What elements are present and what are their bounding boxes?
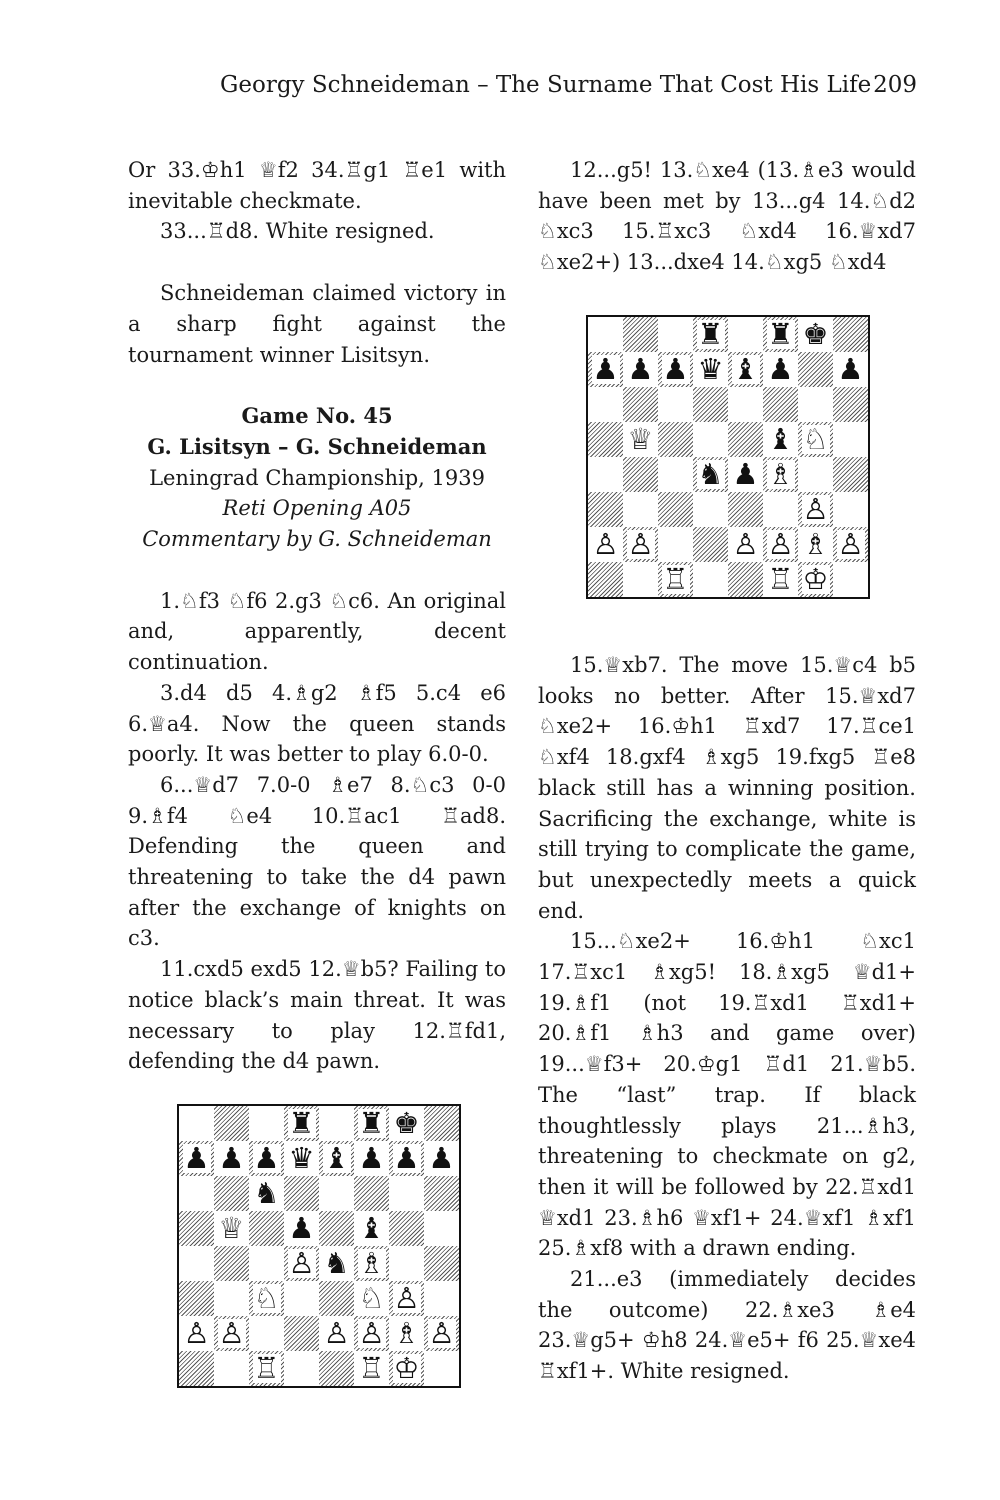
board-square xyxy=(424,1281,459,1316)
chess-piece-icon: ♙ xyxy=(323,1316,350,1350)
board-square xyxy=(389,1246,424,1281)
chess-piece-icon: ♛ xyxy=(288,1141,315,1175)
chess-piece-icon: ♟ xyxy=(358,1141,385,1175)
board-square xyxy=(658,317,693,352)
board-square xyxy=(249,1211,284,1246)
board-square xyxy=(658,457,693,492)
board-square xyxy=(284,1176,319,1211)
board-square xyxy=(179,1351,214,1386)
board-square xyxy=(214,1246,249,1281)
running-title: Georgy Schneideman – The Surname That Cost His Life xyxy=(220,72,872,98)
board-square xyxy=(319,1246,354,1281)
board-square xyxy=(728,317,763,352)
board-square xyxy=(763,527,798,562)
board-square xyxy=(284,1106,319,1141)
board-square xyxy=(319,1141,354,1176)
board-square xyxy=(424,1246,459,1281)
board-square xyxy=(588,387,623,422)
chess-piece-icon: ♖ xyxy=(662,562,689,596)
game-commentary-text: Commentary by G. Schneideman xyxy=(142,527,492,552)
board-square xyxy=(389,1281,424,1316)
board-square xyxy=(658,387,693,422)
chess-piece-icon: ♕ xyxy=(218,1211,245,1245)
chess-piece-icon: ♟ xyxy=(183,1141,210,1175)
board-square xyxy=(389,1211,424,1246)
board-square xyxy=(214,1316,249,1351)
board-square xyxy=(284,1211,319,1246)
board-square xyxy=(389,1316,424,1351)
board-square xyxy=(424,1176,459,1211)
chess-piece-icon: ♗ xyxy=(393,1316,420,1350)
board-square xyxy=(284,1246,319,1281)
chess-piece-icon: ♟ xyxy=(428,1141,455,1175)
game-players xyxy=(128,432,506,463)
board-square xyxy=(728,352,763,387)
board-square xyxy=(214,1176,249,1211)
move-text: 1.♘f3 ♘f6 2.g3 ♘c6. An original and, apparently, decent continuation. xyxy=(128,588,506,675)
chess-piece-icon: ♖ xyxy=(358,1351,385,1385)
chess-piece-icon: ♗ xyxy=(802,527,829,561)
chess-piece-icon: ♝ xyxy=(767,422,794,456)
chess-piece-icon: ♙ xyxy=(802,492,829,526)
board-square xyxy=(798,317,833,352)
chess-piece-icon: ♚ xyxy=(802,317,829,351)
board-square xyxy=(798,492,833,527)
board-square xyxy=(833,422,868,457)
chess-piece-icon: ♙ xyxy=(393,1281,420,1315)
board-square xyxy=(693,457,728,492)
chess-piece-icon: ♘ xyxy=(358,1281,385,1315)
chess-piece-icon: ♝ xyxy=(323,1141,350,1175)
move-text: 3.d4 d5 4.♗g2 ♗f5 5.c4 e6 6.♕a4. Now the queen stands poorly. It was better to play 6.0-0. xyxy=(128,680,506,767)
board-square xyxy=(214,1106,249,1141)
board-square xyxy=(763,317,798,352)
board-square xyxy=(249,1316,284,1351)
board-square xyxy=(424,1141,459,1176)
board-square xyxy=(833,352,868,387)
board-square xyxy=(798,562,833,597)
running-header xyxy=(220,72,917,98)
board-square xyxy=(588,422,623,457)
chess-piece-icon: ♙ xyxy=(183,1316,210,1350)
board-square xyxy=(798,457,833,492)
chess-piece-icon: ♙ xyxy=(837,527,864,561)
chess-board xyxy=(177,1104,461,1388)
board-square xyxy=(728,422,763,457)
chess-piece-icon: ♝ xyxy=(358,1211,385,1245)
chess-diagram-2 xyxy=(586,315,870,599)
board-square xyxy=(623,562,658,597)
chess-piece-icon: ♜ xyxy=(767,317,794,351)
board-square xyxy=(623,527,658,562)
chess-piece-icon: ♙ xyxy=(767,527,794,561)
chess-piece-icon: ♟ xyxy=(592,352,619,386)
board-square xyxy=(588,492,623,527)
move-text: 15.♕xb7. The move 15.♕c4 b5 looks no better. After 15.♕xd7 ♘xe2+ 16.♔h1 ♖xd7 17.♖ce1 ♘xf4 18.gxf4 ♗xg5 19.fxg5 ♖e8 black still has a winning position. Sacrificing the exchange, white is still trying to complicate the game, but unexpectedly meets a quick end. xyxy=(538,653,916,923)
board-square xyxy=(623,387,658,422)
move-text: 6...♕d7 7.0-0 ♗e7 8.♘c3 0-0 9.♗f4 ♘e4 10.♖ac1 ♖ad8. Defending the queen and threatening to take the d4 pawn after the exchange of knights on c3. xyxy=(128,772,506,951)
board-square xyxy=(588,527,623,562)
board-square xyxy=(763,457,798,492)
paragraph: Or 33.♔h1 ♕f2 34.♖g1 ♖e1 with inevitable checkmate. xyxy=(128,158,506,213)
board-square xyxy=(588,352,623,387)
board-square xyxy=(319,1211,354,1246)
board-square xyxy=(389,1106,424,1141)
board-square xyxy=(319,1176,354,1211)
board-square xyxy=(728,562,763,597)
board-square xyxy=(693,352,728,387)
board-square xyxy=(424,1351,459,1386)
board-square xyxy=(319,1351,354,1386)
board-square xyxy=(693,527,728,562)
board-square xyxy=(179,1141,214,1176)
move-text: 33...♖d8. White resigned. xyxy=(160,219,435,244)
board-square xyxy=(179,1211,214,1246)
chess-diagram-1 xyxy=(177,1104,461,1388)
chess-piece-icon: ♟ xyxy=(393,1141,420,1175)
board-square xyxy=(693,422,728,457)
board-square xyxy=(833,317,868,352)
board-square xyxy=(658,527,693,562)
board-square xyxy=(284,1281,319,1316)
board-square xyxy=(588,457,623,492)
board-square xyxy=(623,457,658,492)
board-square xyxy=(354,1281,389,1316)
board-square xyxy=(284,1351,319,1386)
board-square xyxy=(214,1211,249,1246)
chess-piece-icon: ♗ xyxy=(358,1246,385,1280)
board-square xyxy=(728,527,763,562)
board-square xyxy=(214,1141,249,1176)
board-square xyxy=(763,422,798,457)
chess-piece-icon: ♙ xyxy=(732,527,759,561)
board-square xyxy=(693,492,728,527)
board-square xyxy=(728,457,763,492)
board-square xyxy=(658,352,693,387)
board-square xyxy=(623,352,658,387)
game-opening xyxy=(128,493,506,524)
board-square xyxy=(763,492,798,527)
game-number-text: Game No. 45 xyxy=(241,403,393,429)
board-square xyxy=(214,1281,249,1316)
chess-piece-icon: ♙ xyxy=(288,1246,315,1280)
board-square xyxy=(798,387,833,422)
board-square xyxy=(623,317,658,352)
game-opening-text: Reti Opening A05 xyxy=(222,496,412,521)
board-square xyxy=(284,1141,319,1176)
chess-piece-icon: ♟ xyxy=(732,457,759,491)
chess-piece-icon: ♔ xyxy=(802,562,829,596)
board-square xyxy=(179,1176,214,1211)
move-text: 11.cxd5 exd5 12.♕b5? Failing to notice black’s main threat. It was necessary to play 12.♖fd1, defending the d4 pawn. xyxy=(128,957,506,1074)
board-square xyxy=(833,387,868,422)
board-square xyxy=(319,1281,354,1316)
page-number: 209 xyxy=(873,72,917,98)
board-square xyxy=(214,1351,249,1386)
board-square xyxy=(623,492,658,527)
chess-piece-icon: ♟ xyxy=(288,1211,315,1245)
chess-piece-icon: ♞ xyxy=(253,1176,280,1210)
board-square xyxy=(249,1281,284,1316)
board-square xyxy=(354,1211,389,1246)
board-square xyxy=(249,1106,284,1141)
board-square xyxy=(354,1106,389,1141)
chess-piece-icon: ♞ xyxy=(697,457,724,491)
board-square xyxy=(833,457,868,492)
board-square xyxy=(588,562,623,597)
board-square xyxy=(424,1211,459,1246)
board-square xyxy=(354,1246,389,1281)
board-square xyxy=(658,422,693,457)
board-square xyxy=(728,387,763,422)
game-players-text: G. Lisitsyn – G. Schneideman xyxy=(147,433,487,459)
chess-piece-icon: ♝ xyxy=(732,352,759,386)
chess-board xyxy=(586,315,870,599)
chess-piece-icon: ♜ xyxy=(358,1106,385,1140)
paragraph: Schneideman claimed victory in a sharp fight against the tournament winner Lisitsyn. xyxy=(128,281,506,367)
board-square xyxy=(249,1246,284,1281)
game-number xyxy=(128,401,506,432)
left-column xyxy=(128,155,506,1077)
board-square xyxy=(284,1316,319,1351)
right-column-lower xyxy=(538,650,916,1387)
chess-piece-icon: ♙ xyxy=(627,527,654,561)
game-commentary xyxy=(128,524,506,555)
board-square xyxy=(424,1316,459,1351)
chess-piece-icon: ♜ xyxy=(697,317,724,351)
chess-piece-icon: ♙ xyxy=(592,527,619,561)
chess-piece-icon: ♙ xyxy=(428,1316,455,1350)
game-event: Leningrad Championship, 1939 xyxy=(149,465,485,490)
chess-piece-icon: ♘ xyxy=(253,1281,280,1315)
chess-piece-icon: ♟ xyxy=(837,352,864,386)
chess-piece-icon: ♕ xyxy=(627,422,654,456)
chess-piece-icon: ♖ xyxy=(253,1351,280,1385)
board-square xyxy=(693,387,728,422)
board-square xyxy=(389,1176,424,1211)
board-square xyxy=(319,1106,354,1141)
chess-piece-icon: ♟ xyxy=(767,352,794,386)
board-square xyxy=(354,1141,389,1176)
board-square xyxy=(798,422,833,457)
board-square xyxy=(658,562,693,597)
chess-piece-icon: ♖ xyxy=(767,562,794,596)
board-square xyxy=(763,352,798,387)
chess-piece-icon: ♞ xyxy=(323,1246,350,1280)
board-square xyxy=(623,422,658,457)
board-square xyxy=(833,562,868,597)
chess-piece-icon: ♛ xyxy=(697,352,724,386)
board-square xyxy=(798,527,833,562)
board-square xyxy=(763,562,798,597)
board-square xyxy=(179,1316,214,1351)
chess-piece-icon: ♘ xyxy=(802,422,829,456)
chess-piece-icon: ♟ xyxy=(662,352,689,386)
move-text: 15...♘xe2+ 16.♔h1 ♘xc1 17.♖xc1 ♗xg5! 18.♗xg5 ♕d1+ 19.♗f1 (not 19.♖xd1 ♖xd1+ 20.♗f1 ♗h3 and game over) 19...♕f3+ 20.♔g1 ♖d1 21.♕b5. The “last” trap. If black thoughtlessly plays 21...♗h3, threatening to checkmate on g2, then it will be followed by 22.♖xd1 ♕xd1 23.♗h6 ♕xf1+ 24.♕xf1 ♗xf1 25.♗xf8 with a drawn ending. xyxy=(538,929,916,1261)
board-square xyxy=(354,1176,389,1211)
board-square xyxy=(588,317,623,352)
board-square xyxy=(833,527,868,562)
board-square xyxy=(249,1141,284,1176)
board-square xyxy=(179,1106,214,1141)
board-square xyxy=(389,1351,424,1386)
chess-piece-icon: ♟ xyxy=(253,1141,280,1175)
chess-piece-icon: ♙ xyxy=(358,1316,385,1350)
chess-piece-icon: ♟ xyxy=(627,352,654,386)
board-square xyxy=(354,1316,389,1351)
board-square xyxy=(179,1246,214,1281)
chess-piece-icon: ♚ xyxy=(393,1106,420,1140)
board-square xyxy=(658,492,693,527)
move-text: 21...e3 (immediately decides the outcome) 22.♗xe3 ♗e4 23.♕g5+ ♔h8 24.♕e5+ f6 25.♕xe4 ♖xf1+. White resigned. xyxy=(538,1267,916,1384)
chess-piece-icon: ♟ xyxy=(218,1141,245,1175)
board-square xyxy=(319,1316,354,1351)
board-square xyxy=(763,387,798,422)
board-square xyxy=(693,562,728,597)
board-square xyxy=(249,1176,284,1211)
chess-piece-icon: ♜ xyxy=(288,1106,315,1140)
board-square xyxy=(389,1141,424,1176)
right-column xyxy=(538,155,916,278)
board-square xyxy=(424,1106,459,1141)
board-square xyxy=(798,352,833,387)
board-square xyxy=(833,492,868,527)
board-square xyxy=(728,492,763,527)
chess-piece-icon: ♗ xyxy=(767,457,794,491)
move-text: 12...g5! 13.♘xe4 (13.♗e3 would have been met by 13...g4 14.♘d2 ♘xc3 15.♖xc3 ♘xd4 16.♕xd7 ♘xe2+) 13...dxe4 14.♘xg5 ♘xd4 xyxy=(538,158,916,275)
board-square xyxy=(179,1281,214,1316)
board-square xyxy=(249,1351,284,1386)
board-square xyxy=(354,1351,389,1386)
board-square xyxy=(693,317,728,352)
chess-piece-icon: ♔ xyxy=(393,1351,420,1385)
chess-piece-icon: ♙ xyxy=(218,1316,245,1350)
